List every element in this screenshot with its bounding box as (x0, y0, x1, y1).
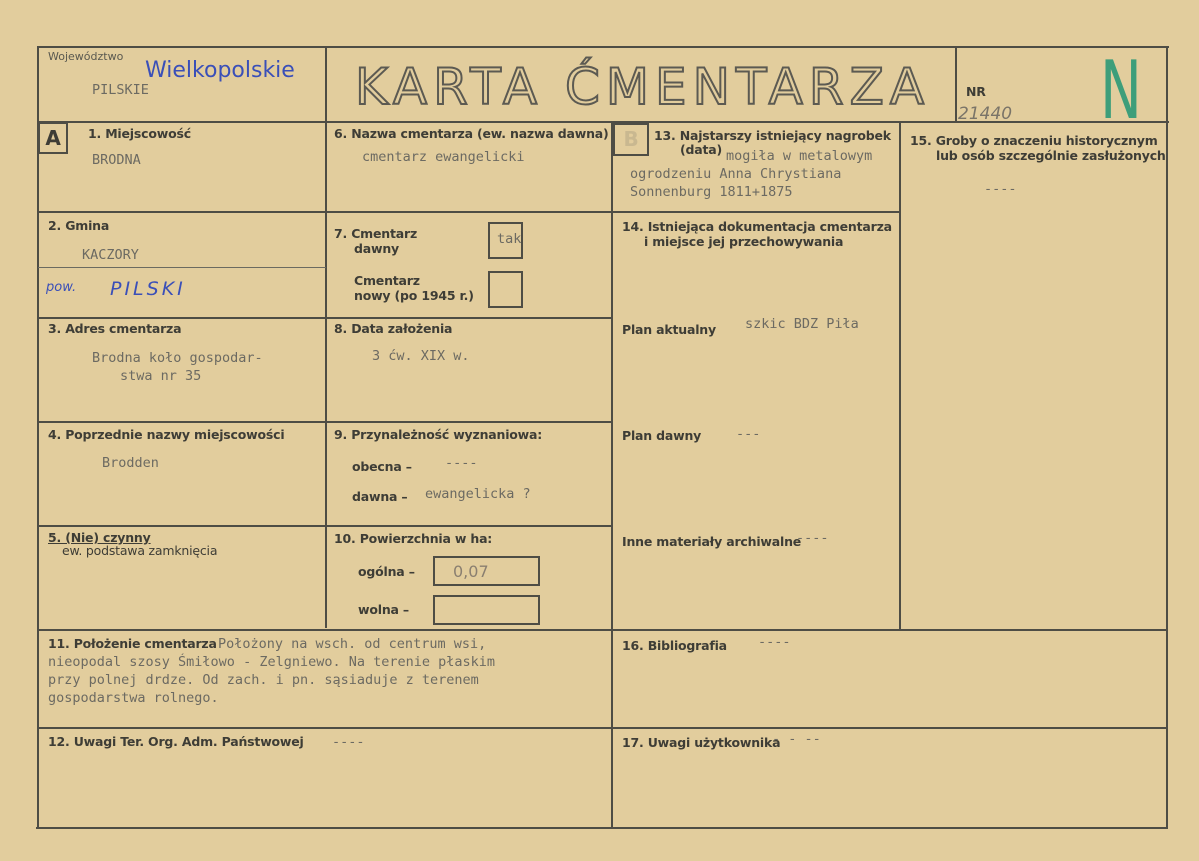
field-17-value: - - -- (772, 731, 821, 747)
wojewodztwo-stamp: Wielkopolskie (145, 58, 295, 83)
plan-current-label: Plan aktualny (622, 322, 716, 337)
field-15-label: 15. Groby o znaczeniu historycznym (910, 133, 1158, 148)
plan-current-value: szkic BDZ Piła (745, 316, 859, 332)
field-6-label: 6. Nazwa cmentarza (ew. nazwa dawna) (334, 126, 609, 141)
field-14-label-2: i miejsce jej przechowywania (644, 234, 844, 249)
field-7-new-label-2: nowy (po 1945 r.) (354, 288, 474, 303)
field-13-line3: Sonnenburg 1811+1875 (630, 184, 793, 200)
section-b-badge: B (613, 123, 649, 156)
field-5-label: 5. (Nie) czynny (48, 530, 151, 545)
field-11-line1: Położony na wsch. od centrum wsi, (218, 636, 487, 652)
field-16-value: ---- (758, 634, 791, 650)
field-3-value-line1: Brodna koło gospodar- (92, 350, 263, 366)
nr-label: NR (966, 84, 986, 99)
plan-old-label: Plan dawny (622, 428, 702, 443)
field-1-label: 1. Miejscowość (88, 126, 191, 141)
nr-letter: N (1100, 44, 1142, 137)
field-2-label: 2. Gmina (48, 218, 110, 233)
field-5-sub: ew. podstawa zamknięcia (62, 543, 218, 558)
field-11-line4: gospodarstwa rolnego. (48, 690, 219, 706)
section-a-badge: A (38, 122, 68, 154)
checkbox-old-value: tak (497, 231, 522, 247)
field-9-label: 9. Przynależność wyznaniowa: (334, 427, 543, 442)
wojewodztwo-value: PILSKIE (92, 82, 149, 98)
checkbox-new-cemetery[interactable] (488, 271, 523, 308)
field-2-value: KACZORY (82, 247, 139, 263)
field-7-old-label-2: dawny (354, 241, 399, 256)
field-8-label: 8. Data założenia (334, 321, 453, 336)
field-13-line2: ogrodzeniu Anna Chrystiana (630, 166, 842, 182)
field-13-label-2: (data) (680, 142, 723, 157)
field-10-total-label: ogólna – (358, 564, 415, 579)
field-10-label: 10. Powierzchnia w ha: (334, 531, 493, 546)
field-13-label: 13. Najstarszy istniejący nagrobek (654, 128, 891, 143)
field-15-label-2: lub osób szczególnie zasłużonych (936, 148, 1166, 163)
field-15-value: ---- (984, 181, 1017, 197)
powiat-label: pow. (46, 280, 77, 295)
powiat-value: PILSKI (110, 278, 186, 300)
field-9-current-value: ---- (445, 455, 478, 471)
field-16-label: 16. Bibliografia (622, 638, 727, 653)
nr-value: 21440 (958, 104, 1013, 124)
field-17-label: 17. Uwagi użytkownika (622, 735, 781, 750)
field-11-line3: przy polnej drdze. Od zach. i pn. sąsiaduje z terenem (48, 672, 479, 688)
free-area-field[interactable] (433, 595, 540, 625)
field-10-free-label: wolna – (358, 602, 409, 617)
field-3-label: 3. Adres cmentarza (48, 321, 182, 336)
field-9-current-label: obecna – (352, 459, 412, 474)
field-4-label: 4. Poprzednie nazwy miejscowości (48, 427, 285, 442)
other-materials-value: ---- (796, 530, 829, 546)
field-9-former-value: ewangelicka ? (425, 486, 531, 502)
field-6-value: cmentarz ewangelicki (362, 149, 525, 165)
field-11-label: 11. Położenie cmentarza (48, 636, 217, 651)
total-area-value: 0,07 (453, 562, 489, 581)
field-11-line2: nieopodal szosy Śmiłowo - Zelgniewo. Na terenie płaskim (48, 654, 496, 670)
field-7-old-label: 7. Cmentarz (334, 226, 418, 241)
wojewodztwo-label: Województwo (48, 50, 124, 63)
field-9-former-label: dawna – (352, 489, 408, 504)
field-1-value: BRODNA (92, 152, 141, 168)
field-3-value-line2: stwa nr 35 (120, 368, 202, 384)
plan-old-value: --- (736, 426, 761, 442)
field-8-value: 3 ćw. XIX w. (372, 348, 470, 364)
other-materials-label: Inne materiały archiwalne (622, 534, 802, 549)
field-14-label: 14. Istniejąca dokumentacja cmentarza (622, 219, 892, 234)
field-7-new-label: Cmentarz (354, 273, 420, 288)
field-12-label: 12. Uwagi Ter. Org. Adm. Państwowej (48, 734, 304, 749)
total-area-field[interactable] (433, 556, 540, 586)
page-title: KARTA ĆMENTARZA (355, 58, 931, 116)
field-4-value: Brodden (102, 455, 159, 471)
checkbox-old-cemetery[interactable] (488, 222, 523, 259)
field-13-line1: mogiła w metalowym (726, 148, 873, 164)
field-12-value: ---- (332, 734, 365, 750)
